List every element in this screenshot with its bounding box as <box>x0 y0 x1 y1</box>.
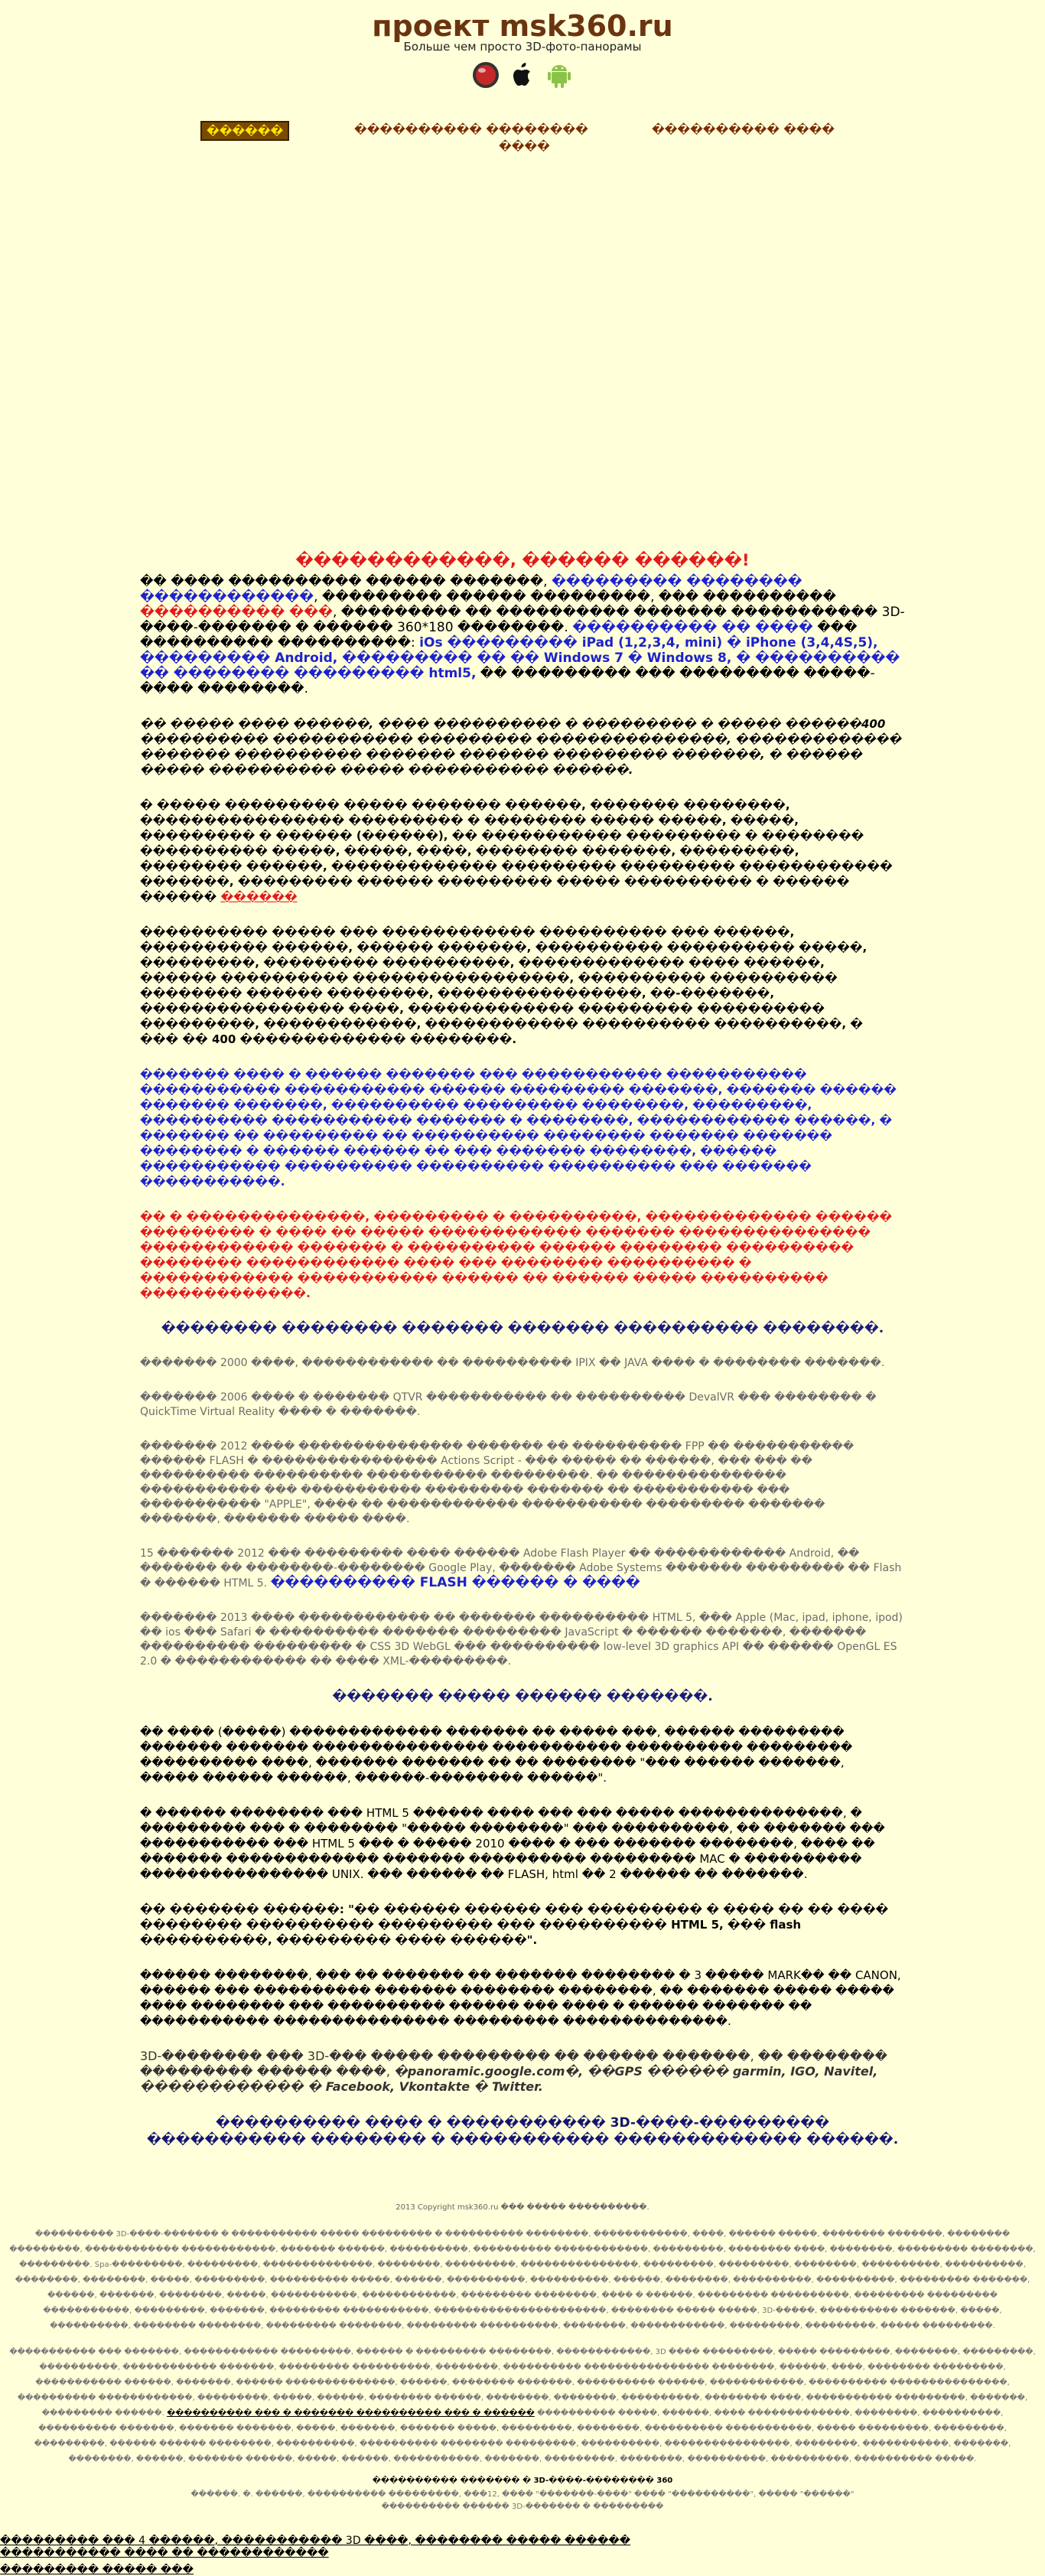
footer-seo-block-2 <box>0 2345 1045 2467</box>
paragraph-2: �� ����� ���� ������, ���� ���������� � ��������� � ����� ������400 ���������� ����������� ��������� ���������������, ������������� ������� ���������� ������� ������� ��������� �������, � ������ ����� ���������� ����� ����������� ������. <box>140 717 902 777</box>
paragraph-3-link[interactable]: ������ <box>220 890 298 904</box>
paragraph-10: ������ ��������, ��� �� ������� �� ������� �������� � 3 ����� MARK�� �� CANON, ������ ��� ���������� ������� �������� ��������, �� ������� ����� ����� ���� �������� ��� ���������� ������ ��� ���� � ������ ������� �� ����������� ��������������� ��������� ��������������. <box>140 1968 901 2028</box>
footer-seo-block-1: ���������� 3D-����-������� � ����������� ����� ��������� � ���������� ��������, ������������, ����, ������ �����, �������� �������, �������� ���������, ������������ ������������, ������� ������, ����������, ���������� ������������, ���������, �������� ����, ��������, ��������� ��������, ���������. Spa-���������, ���������, ��������������, ��������, ���������, ���������������, ���������, ���������, ��������, ����������, ����������, ��������, ��������, �����, ���������, ���������� �����, ������, ����������, ����������, ������, ��������, ����������, ����������, ��������� �������, ������, �������, ��������, �����, �����������, ������������, ��������� ��������, ���� � ������, ��������� ����������, ��������� ��������� �����������, ���������, �������, ��������� �����������, ����������������������, �������� ����� �����, 3D-�����, ���������� �������, �����, ����������, �������� ��������, ��������� ��������, ��������� ����������, ��������, ������������, ���������, ���������, ����� ���������. <box>9 2230 1036 2330</box>
ad-space <box>0 138 1045 551</box>
intro-text-red: ���������� ��� <box>140 605 333 620</box>
why-title: ������� ����� ������ �������. <box>332 1689 713 1704</box>
intro-platforms: iOs ��������� iPad (1,2,3,4, mini) � iPhone (3,4,4S,5), ��������� Android, ��������� �� �� Windows 7 � Windows 8, <box>140 635 878 666</box>
history-title: �������� �������� ������� ������� ���������� ��������. <box>161 1321 884 1336</box>
intro-text-2: , ��������� ������ ���������, ��� ���������� <box>314 589 836 605</box>
site-header <box>0 0 1045 92</box>
site-subtitle: Больше чем просто 3D-фото-панорамы <box>403 40 642 54</box>
intro-text-blue: ���������� �� ���� <box>572 620 813 635</box>
intro-text-1: �� ���� ���������� ������ �������, <box>140 574 552 589</box>
history-2012b-flash: ���������� FLASH ������ � ���� <box>270 1575 640 1590</box>
bottom-link-5[interactable]: ��������� ����� ��� <box>0 2564 194 2576</box>
paragraph-11-text: 3D-�������� ��� 3D-��� ����� ��������� �� ������ �������, �� �������� ��������� ������ ����, <box>140 2049 887 2079</box>
intro-link-1[interactable]: ��������� �������� ������������ <box>140 574 802 605</box>
paragraph-11 <box>140 2049 905 2095</box>
history-2000: ������� 2000 ����, ������������ �� ���������� IPIX �� JAVA ���� � �������� �������. <box>140 1357 885 1369</box>
main-nav <box>0 92 1045 153</box>
history-2012a: ������� 2012 ���� ��������������� ������� �� ���������� FPP �� ����������� ������ FLASH � ���������������� Actions Script - ��� ����� �� ������, ��� ��� �� ���������� ���������� ����������� ���������. �� ��������������� ����������� ��� ����������� ��������� ������� �� ����������� ��� ����������� "APPLE", ���� �� ������������ ����������� ��������� ������� �������, ������� ����� ����. <box>140 1440 855 1525</box>
intro-text-3: , ��������� �� ���������� ������� ����������� 3D-����-������� � ������ 360*180 ��������. <box>140 605 905 635</box>
bottom-link-3[interactable]: �������� ����� ������ <box>415 2535 631 2547</box>
page-headline: ������������, ������ ������! <box>295 551 750 569</box>
paragraph-6: �� � ��������������, ��������� � ����������, ������������� ������ ��������� � ���� �� ����� ������������ ������� ��������������� ������������ ������� � ���������� ������ �������� ���������� �������� ������������ ���� ��� �������� ���������� � ������������ ����������� ������ �� ������ ����� ���������� �������������. <box>140 1210 893 1300</box>
paragraph-8: � ������ �������� ��� HTML 5 ������ ���� ��� ��� ����� ��������������, � ��������� ��� � �������� "����� ��������" ��� ����������, �� ������� ��� ����������� ��� HTML 5 ��� � ����� 2010 ���� � ��� ������� ��������, ���� �� ������� ������������� ������� ���������� ��������� MAC � ���������� ���������������� UNIX. ��� ������ �� FLASH, html �� 2 ������ �� �������. <box>140 1806 885 1881</box>
paragraph-3 <box>140 797 905 905</box>
paragraph-11-bold: �panoramic.google.com�, ��GPS ������ garmin, IGO, Navitel, ������������ � Facebook, Vkontakte � Twitter. <box>140 2064 878 2094</box>
intro-text-4: ��� ���������� ����������: <box>140 620 858 651</box>
paragraph-9: �� ������� ������: "�� ������ ������ ��� ��������� � ���� �� �� ���� �������� ���������� ��������� ��� ���������� HTML 5, ��� flash ����������, ��������� ���� ������". <box>140 1903 889 1947</box>
nav-item-home[interactable]: ������ <box>200 121 289 141</box>
site-title[interactable]: проект msk360.ru <box>372 9 673 43</box>
bottom-link-2[interactable]: ����������� 3D ���� <box>221 2535 409 2547</box>
nav-item-2[interactable]: ���������� �������� <box>354 122 588 136</box>
history-2012b <box>140 1547 905 1591</box>
main-content <box>140 551 905 2148</box>
bottom-links <box>0 2535 1045 2576</box>
footer-link[interactable]: ���������� ��� � ������� ���������� ��� � ������ <box>167 2409 535 2418</box>
bottom-link-4[interactable]: ����������� ���� �� ������������ <box>0 2547 329 2559</box>
intro-text-5: �� ��������� ��� ��������� �����-���� ��������. <box>140 666 875 696</box>
paragraph-3-text: � ����� ��������� ����� ������� ������, ������� ��������, ���������������� ��������� � �������� ����� �����, �����, ��������� � ������ (������), �� ����������� ��������� � �������� ���������� �����, �����, ����, �������� �������, ���������, �������� ������, ������������� ��������� ��������� ������������ �������, ��������� ������ ��������� ����� ���������� � ������ ������ <box>140 798 893 904</box>
intro-html5: � ���������� �� �������� ��������� html5, <box>140 651 900 681</box>
platform-icons <box>0 58 1045 92</box>
history-2013: ������� 2013 ���� ������������ �� ������� ���������� HTML 5, ��� Apple (Mac, ipad, iphone, ipod) �� ios ��� Safari � ���������� ������� ��������� JavaScript � ������ �������, ������� ���������� ��������� � CSS 3D WebGL ��� ���������� low-level 3D graphics API �� ������ OpenGL ES 2.0 � ������������ �� ���� XML-���������. <box>140 1612 903 1668</box>
footer-address: ������. �. ������, ���������� ���������, ���12, ���� "�������-����" ���� "����������", ����� "������" <box>190 2490 855 2499</box>
nav-item-4[interactable]: ���� <box>499 139 550 153</box>
final-title: ���������� ���� � ����������� 3D-����-��������� ����������� �������� � ����������� ������������� ������. <box>146 2115 899 2147</box>
footer-address-2: ���������� ������ 3D-������� � ��������� <box>381 2503 664 2511</box>
history-2006: ������� 2006 ���� � ������� QTVR ����������� �� ���������� DevalVR ��� �������� � QuickTime Virtual Reality ���� � �������. <box>140 1391 877 1418</box>
bottom-link-row-1: ��������� ��� 4 ������, ����������� 3D ����, �������� ����� ������ <box>0 2535 631 2547</box>
paragraph-4: ���������� ����� ��� ������������ ���������� ��� ������, ���������� ������, ������ �������, ���������� ���������� �����, ���������, ��������� ����������, ������������� ���� ������, ������ ���������� �����������������, ���������� ���������� �������� ������ ��������, ����������������, ��-�������, ���������������� ����, ������������� ��������� ���������� ���������, ������������, ������������ ���������� ����������, � ��� �� 400 ������������� ��������. <box>140 925 868 1046</box>
paragraph-5: ������� ���� � ������ ������� ��� ����������� ����������� ����������� ����������� ������ ��������� �������, ������� ������ ������� �������, ���������� ��������� ��������, ���������, ���������� ����������� ������� � ��������, ������������ ������, � ������� �� ��������� �� ���������� �������� ������� ������� �������� � ������ ������ �� ��� ������� ��������, ������ ����������� ���������� ���������� ���������� ��� ������� �����������. <box>140 1068 897 1189</box>
paragraph-7: �� ���� (�����) ������������� ������� �� ����� ���, ������ ��������� ������� ������� ��������������� ����������� ���������� ��������� ���������� ����, ������� ������� �� �� �������� "��� ������ �������, ����� ������ ������, ������-�������� ������". <box>140 1725 853 1785</box>
footer-seo-block-3: ���������� �����, ������, ���� �������������, ��������, ����������, ���������� �������, ������� �������, �����, �������, ������� �����, ���������, ��������, ���������� �����������, ����� ���������, ���������, ���������, ������ ������ ��������, ����������, ���������� �������� ���������, ����������, ����������������, ��������, �����������, �������, ��������, ������, ������� ������, �����, ������, �����������, �������, ���������, ��������, ����������, ����������, ���������� �����. <box>34 2409 1011 2464</box>
history-2012b-text: 15 ������� 2012 ��� ��������� ���� ������ Adobe Flash Player �� ������������ Android, �� ������� �� ��������-�������� Google Play, ������� Adobe Systems ������� ��������� �� Flash � ������ HTML 5. <box>140 1547 902 1590</box>
copyright: 2013 Copyright msk360.ru ��� ����� ����������. <box>396 2203 649 2212</box>
bottom-link-1[interactable]: ��������� ��� 4 ������ <box>0 2535 215 2547</box>
apple-icon[interactable] <box>507 60 538 90</box>
red-ball-icon[interactable] <box>470 60 501 90</box>
nav-item-3[interactable]: ���������� ���� <box>652 122 835 136</box>
intro-paragraph <box>140 574 905 696</box>
footer-seo-block-2-text: ����������� ��� �������, ������������ ���������, ������ � ��������� ��������, ������������, 3D ���� ���������, ����� ���������, ��������, ���������, ����������, ������������ �������, ��������� ����������, ��������, ���������� ���������������� ��������, ������, ����, �������� ���������, ����������� ������, �������, ������ ��������������, ������, �������� �������, ���������� ������, ������������, ���������� ���������������, ���������� ������������, ���������, �����, ������, �������� ������, ��������, ��������, ����������, �������� ����, ����������� ���������, �������, ��������� ������. <box>9 2348 1036 2418</box>
android-icon[interactable] <box>544 60 575 90</box>
footer-bold-line: ���������� ������� � 3D-����-�������� 360 <box>372 2477 673 2485</box>
